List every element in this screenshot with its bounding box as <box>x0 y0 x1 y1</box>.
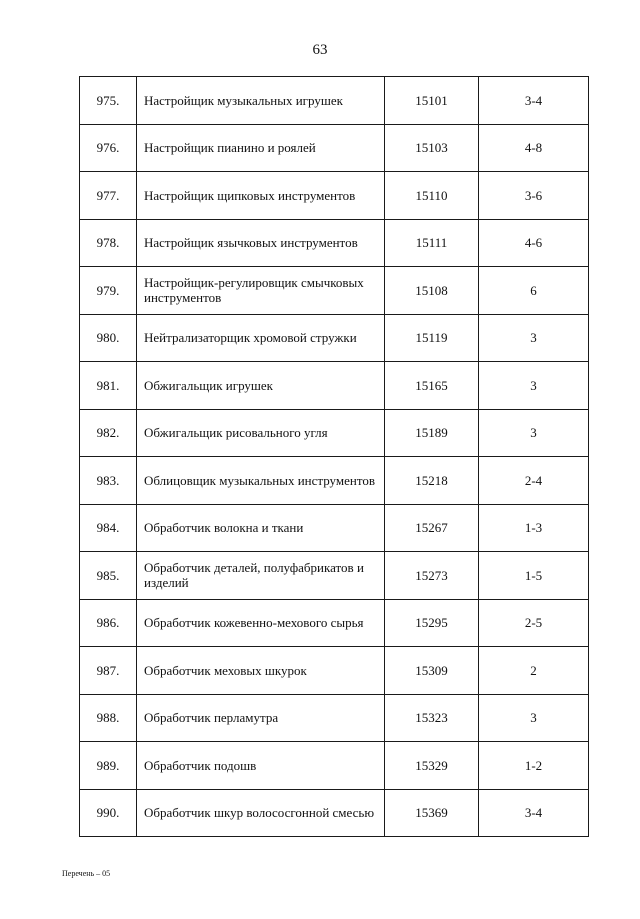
table-row <box>80 267 589 315</box>
profession-name: Обработчик шкур волососгонной смесью <box>137 789 385 837</box>
profession-code: 15110 <box>385 172 479 220</box>
row-number: 976. <box>80 124 137 172</box>
table-row <box>80 694 589 742</box>
profession-name: Настройщик музыкальных игрушек <box>137 77 385 125</box>
grade-range: 4-8 <box>479 124 589 172</box>
profession-name: Настройщик щипковых инструментов <box>137 172 385 220</box>
row-number: 988. <box>80 694 137 742</box>
row-number: 982. <box>80 409 137 457</box>
row-number: 987. <box>80 647 137 695</box>
grade-range: 3 <box>479 409 589 457</box>
row-number: 983. <box>80 457 137 505</box>
profession-code: 15323 <box>385 694 479 742</box>
profession-code: 15108 <box>385 267 479 315</box>
row-number: 978. <box>80 219 137 267</box>
grade-range: 2 <box>479 647 589 695</box>
profession-name: Обработчик деталей, полуфабрикатов и изделий <box>137 552 385 600</box>
table-row <box>80 647 589 695</box>
table-row <box>80 362 589 410</box>
profession-code: 15273 <box>385 552 479 600</box>
row-number: 990. <box>80 789 137 837</box>
profession-name: Обжигальщик игрушек <box>137 362 385 410</box>
profession-code: 15189 <box>385 409 479 457</box>
table-body <box>80 77 589 837</box>
profession-code: 15218 <box>385 457 479 505</box>
row-number: 977. <box>80 172 137 220</box>
profession-name: Обработчик меховых шкурок <box>137 647 385 695</box>
grade-range: 1-5 <box>479 552 589 600</box>
profession-code: 15101 <box>385 77 479 125</box>
row-number: 975. <box>80 77 137 125</box>
profession-name: Обработчик волокна и ткани <box>137 504 385 552</box>
table-row <box>80 504 589 552</box>
profession-code: 15309 <box>385 647 479 695</box>
table-row <box>80 742 589 790</box>
profession-name: Обработчик кожевенно-мехового сырья <box>137 599 385 647</box>
profession-code: 15103 <box>385 124 479 172</box>
row-number: 979. <box>80 267 137 315</box>
profession-code: 15267 <box>385 504 479 552</box>
table-row <box>80 219 589 267</box>
row-number: 984. <box>80 504 137 552</box>
profession-name: Облицовщик музыкальных инструментов <box>137 457 385 505</box>
row-number: 989. <box>80 742 137 790</box>
profession-code: 15165 <box>385 362 479 410</box>
row-number: 986. <box>80 599 137 647</box>
grade-range: 3-4 <box>479 789 589 837</box>
grade-range: 3 <box>479 694 589 742</box>
table-row <box>80 314 589 362</box>
grade-range: 2-4 <box>479 457 589 505</box>
profession-name: Обработчик перламутра <box>137 694 385 742</box>
profession-name: Обжигальщик рисовального угля <box>137 409 385 457</box>
table-row <box>80 599 589 647</box>
profession-name: Настройщик-регулировщик смычковых инструментов <box>137 267 385 315</box>
table-row <box>80 552 589 600</box>
grade-range: 3-6 <box>479 172 589 220</box>
table-row <box>80 457 589 505</box>
grade-range: 4-6 <box>479 219 589 267</box>
grade-range: 2-5 <box>479 599 589 647</box>
grade-range: 1-3 <box>479 504 589 552</box>
profession-code: 15119 <box>385 314 479 362</box>
profession-name: Обработчик подошв <box>137 742 385 790</box>
grade-range: 3 <box>479 362 589 410</box>
profession-table <box>79 76 589 837</box>
profession-code: 15369 <box>385 789 479 837</box>
profession-name: Настройщик язычковых инструментов <box>137 219 385 267</box>
profession-code: 15295 <box>385 599 479 647</box>
profession-code: 15111 <box>385 219 479 267</box>
table-row <box>80 789 589 837</box>
grade-range: 1-2 <box>479 742 589 790</box>
table-row <box>80 77 589 125</box>
profession-name: Нейтрализаторщик хромовой стружки <box>137 314 385 362</box>
grade-range: 6 <box>479 267 589 315</box>
page-number: 63 <box>312 42 328 58</box>
grade-range: 3 <box>479 314 589 362</box>
table-row <box>80 409 589 457</box>
row-number: 981. <box>80 362 137 410</box>
table-row <box>80 172 589 220</box>
profession-name: Настройщик пианино и роялей <box>137 124 385 172</box>
row-number: 985. <box>80 552 137 600</box>
row-number: 980. <box>80 314 137 362</box>
grade-range: 3-4 <box>479 77 589 125</box>
profession-code: 15329 <box>385 742 479 790</box>
table-row <box>80 124 589 172</box>
footer-label: Перечень – 05 <box>62 869 111 878</box>
